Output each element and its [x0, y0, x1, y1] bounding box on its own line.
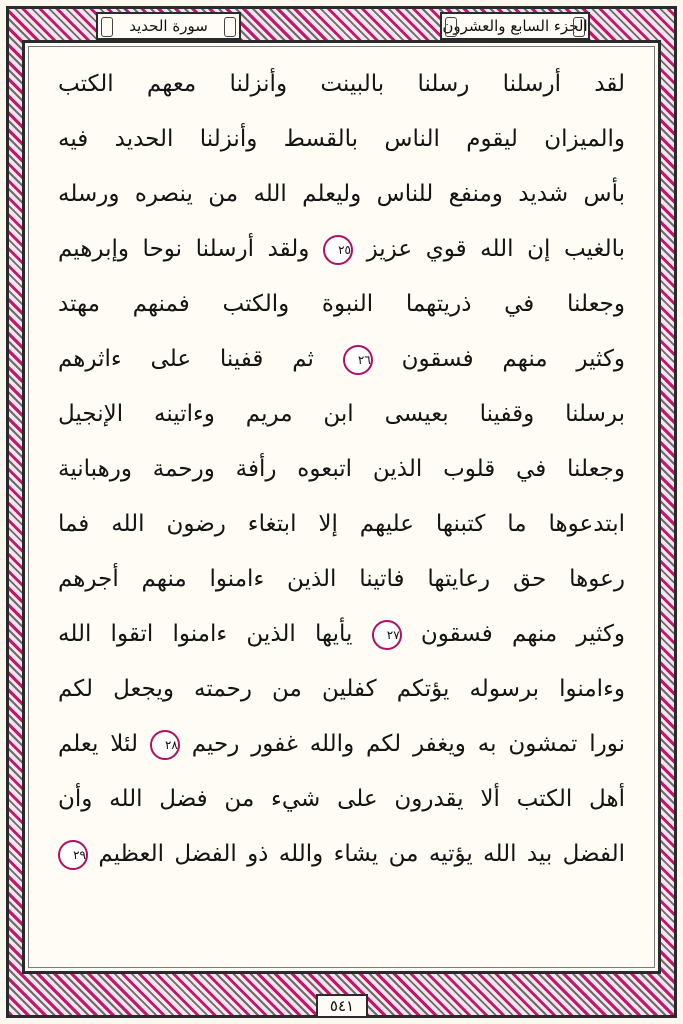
ayah-marker-28: ٢٨: [150, 730, 180, 760]
line-8-text: وجعلنا في قلوب الذين اتبعوه رأفة ورحمة ورهبانية: [58, 456, 625, 482]
page-number: ٥٤١: [329, 997, 355, 1015]
line-6-text: وكثير منهم فسقون: [401, 346, 625, 372]
line-1-text: لقد أرسلنا رسلنا بالبينت وأنزلنا معهم الكتب: [58, 71, 625, 97]
juz-label-box: [440, 12, 590, 40]
line-4-tail: ولقد أرسلنا نوحا وإبرهيم: [58, 236, 310, 262]
text-line-11: [58, 608, 625, 660]
line-7-text: برسلنا وقفينا بعيسى ابن مريم وءاتينه الإنجيل: [58, 401, 625, 427]
line-5-text: وجعلنا في ذريتهما النبوة والكتب فمنهم مهتد: [58, 291, 625, 317]
line-3-text: بأس شديد ومنفع للناس وليعلم الله من ينصره ورسله: [58, 181, 625, 207]
ayah-marker-27: ٢٧: [372, 620, 402, 650]
text-line-1: [58, 58, 625, 110]
line-9-text: ابتدعوها ما كتبنها عليهم إلا ابتغاء رضون الله فما: [58, 511, 625, 537]
text-line-7: [58, 388, 625, 440]
surah-label-box: [96, 12, 241, 40]
text-line-4: [58, 223, 625, 275]
surah-label: سورة الحديد: [129, 17, 208, 35]
text-line-3: [58, 168, 625, 220]
text-line-14: [58, 773, 625, 825]
ayah-marker-25: ٢٥: [323, 235, 353, 265]
text-line-8: [58, 443, 625, 495]
line-13-text: نورا تمشون به ويغفر لكم والله غفور رحيم: [191, 731, 625, 757]
line-11-tail: يأيها الذين ءامنوا اتقوا الله: [58, 621, 353, 647]
text-line-2: [58, 113, 625, 165]
line-2-text: والميزان ليقوم الناس بالقسط وأنزلنا الحديد فيه: [58, 126, 625, 152]
juz-label: الجزء السابع والعشرون: [442, 17, 588, 35]
line-13-tail: لئلا يعلم: [58, 731, 138, 757]
text-line-6: [58, 333, 625, 385]
text-line-12: [58, 663, 625, 715]
quran-text: [58, 58, 625, 970]
line-14-text: أهل الكتب ألا يقدرون على شيء من فضل الله وأن: [58, 786, 625, 812]
text-line-9: [58, 498, 625, 550]
line-4-text: بالغيب إن الله قوي عزيز: [366, 236, 625, 262]
ayah-marker-26: ٢٦: [343, 345, 373, 375]
page-number-box: [316, 994, 368, 1018]
text-line-10: [58, 553, 625, 605]
line-11-text: وكثير منهم فسقون: [420, 621, 625, 647]
line-15-text: الفضل بيد الله يؤتيه من يشاء والله ذو الفضل العظيم: [98, 841, 625, 867]
text-line-15: [58, 828, 625, 880]
text-line-5: [58, 278, 625, 330]
line-10-text: رعوها حق رعايتها فاتينا الذين ءامنوا منهم أجرهم: [58, 566, 625, 592]
line-6-tail: ثم قفينا على ءاثرهم: [58, 346, 314, 372]
line-12-text: وءامنوا برسوله يؤتكم كفلين من رحمته ويجعل لكم: [58, 676, 625, 702]
text-line-13: [58, 718, 625, 770]
ayah-marker-29: ٢٩: [58, 840, 88, 870]
